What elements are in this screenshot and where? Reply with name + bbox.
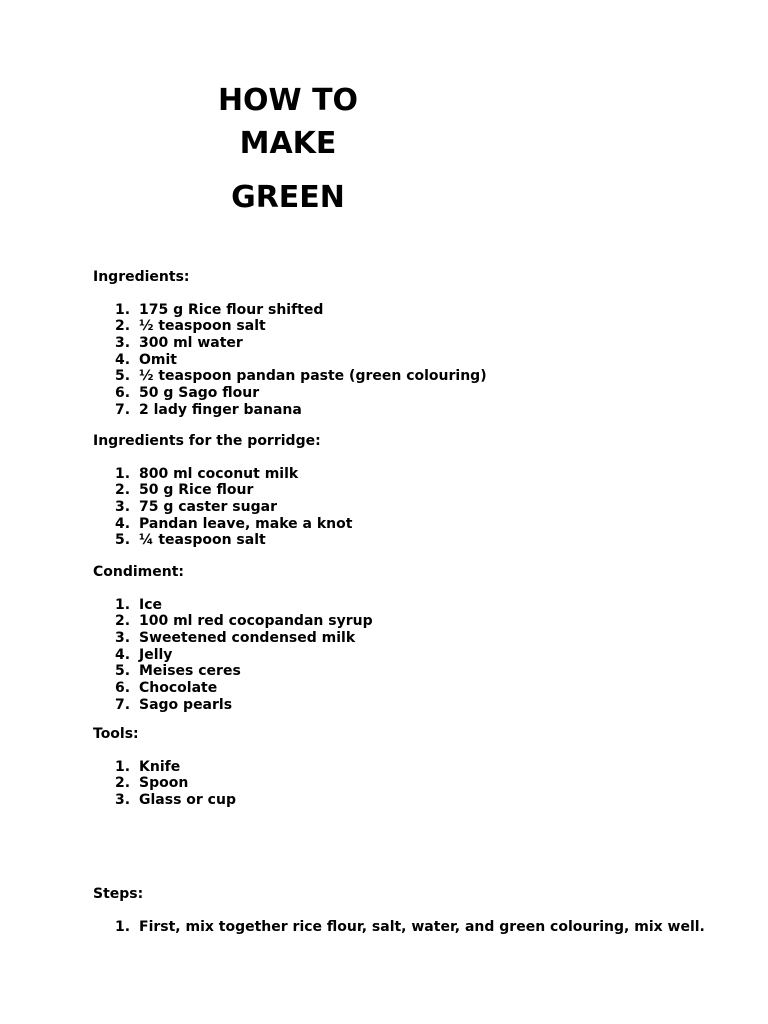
list-item-text: Omit (139, 351, 177, 368)
tools-heading: Tools: (93, 726, 139, 742)
list-item (93, 630, 743, 647)
list-item-number: 6. (115, 385, 131, 402)
steps-list (93, 919, 743, 936)
list-item (93, 919, 743, 936)
list-item-number: 1. (115, 301, 131, 318)
list-item (93, 302, 743, 319)
title-line-2: MAKE (239, 126, 337, 161)
list-item-number: 5. (115, 663, 131, 680)
list-item-number: 1. (115, 758, 131, 775)
list-item-text: 175 g Rice flour shifted (139, 301, 324, 318)
porridge-section (93, 433, 743, 549)
list-item-text: 100 ml red cocopandan syrup (139, 613, 373, 630)
ingredients-heading: Ingredients: (93, 269, 190, 285)
list-item-text: 75 g caster sugar (139, 499, 277, 516)
list-item-text: Spoon (139, 775, 189, 792)
list-item-text: ¼ teaspoon salt (139, 532, 266, 549)
list-item-text: Glass or cup (139, 792, 236, 809)
list-item-text: Sago pearls (139, 696, 233, 713)
list-item-number: 6. (115, 680, 131, 697)
list-item-text: Pandan leave, make a knot (139, 515, 353, 532)
list-item-text: Chocolate (139, 680, 218, 697)
list-item (93, 466, 743, 483)
list-item-number: 2. (115, 482, 131, 499)
list-item-number: 2. (115, 613, 131, 630)
steps-section (93, 886, 743, 935)
list-item-text: 50 g Rice flour (139, 482, 254, 499)
list-item-number: 2. (115, 775, 131, 792)
steps-heading: Steps: (93, 886, 144, 902)
list-item-number: 5. (115, 532, 131, 549)
ingredients-list (93, 302, 743, 419)
list-item (93, 775, 743, 792)
tools-list (93, 759, 743, 809)
list-item-number: 1. (115, 465, 131, 482)
list-item-number: 5. (115, 368, 131, 385)
list-item (93, 697, 743, 714)
list-item-number: 3. (115, 335, 131, 352)
list-item-number: 2. (115, 318, 131, 335)
list-item (93, 368, 743, 385)
list-item-number: 7. (115, 696, 131, 713)
list-item-text: 300 ml water (139, 335, 243, 352)
list-item (93, 482, 743, 499)
list-item (93, 647, 743, 664)
list-item-text: 2 lady finger banana (139, 401, 302, 418)
list-item-number: 4. (115, 515, 131, 532)
list-item (93, 792, 743, 809)
list-item-number: 4. (115, 351, 131, 368)
porridge-heading: Ingredients for the porridge: (93, 433, 321, 449)
list-item-text: First, mix together rice flour, salt, water, and green colouring, mix well. (139, 918, 705, 935)
list-item-text: Ice (139, 596, 163, 613)
condiment-section (93, 564, 743, 714)
list-item (93, 532, 743, 549)
list-item-text: Jelly (139, 646, 173, 663)
list-item-number: 3. (115, 630, 131, 647)
list-item-text: ½ teaspoon salt (139, 318, 266, 335)
title-line-3: GREEN (231, 180, 345, 215)
list-item-number: 4. (115, 646, 131, 663)
list-item-number: 1. (115, 918, 131, 935)
list-item (93, 613, 743, 630)
list-item (93, 759, 743, 776)
list-item-text: ½ teaspoon pandan paste (green colouring) (139, 368, 487, 385)
list-item-number: 1. (115, 596, 131, 613)
list-item (93, 385, 743, 402)
list-item-text: Meises ceres (139, 663, 241, 680)
ingredients-section (93, 269, 743, 419)
list-item (93, 663, 743, 680)
list-item-number: 3. (115, 499, 131, 516)
title-line-1: HOW TO (217, 83, 359, 118)
condiment-list (93, 597, 743, 714)
list-item-text: Knife (139, 758, 181, 775)
tools-section (93, 726, 743, 809)
list-item (93, 335, 743, 352)
list-item-number: 7. (115, 401, 131, 418)
list-item (93, 499, 743, 516)
list-item (93, 352, 743, 369)
list-item-text: 50 g Sago flour (139, 385, 260, 402)
list-item (93, 318, 743, 335)
list-item (93, 402, 743, 419)
list-item-number: 3. (115, 792, 131, 809)
list-item (93, 680, 743, 697)
condiment-heading: Condiment: (93, 564, 185, 580)
porridge-list (93, 466, 743, 549)
list-item (93, 516, 743, 533)
list-item-text: Sweetened condensed milk (139, 630, 356, 647)
list-item (93, 597, 743, 614)
list-item-text: 800 ml coconut milk (139, 465, 299, 482)
